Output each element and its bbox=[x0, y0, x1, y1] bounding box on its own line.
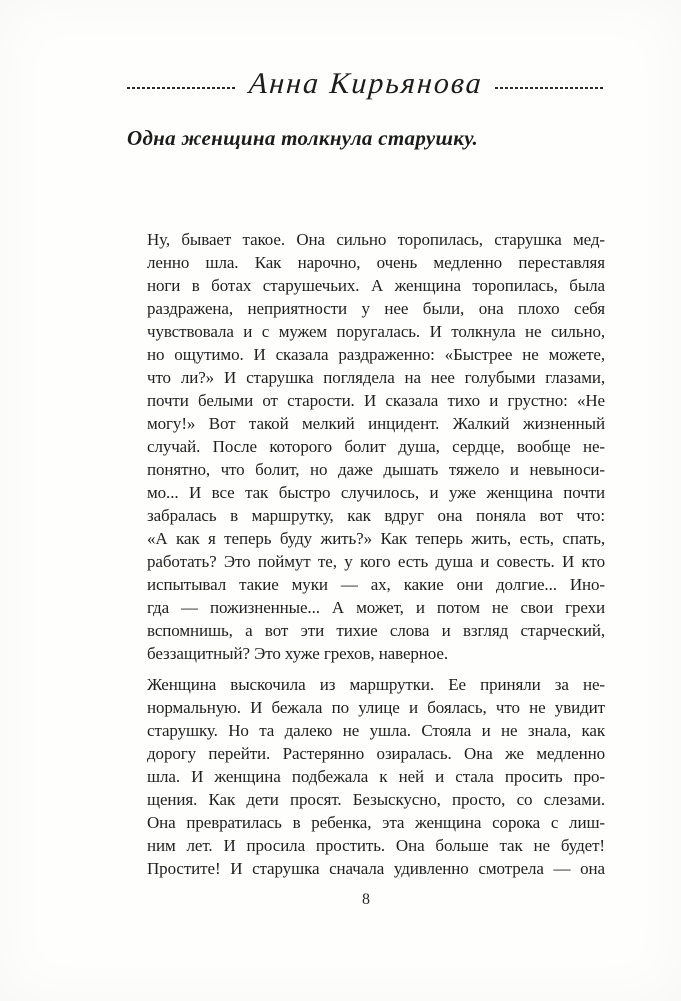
text-line: гда — пожизненные... А может, и потом не свои грехи bbox=[147, 598, 605, 617]
text-line: Ну, бывает такое. Она сильно торопилась, старушка мед- bbox=[147, 230, 605, 249]
page-footer bbox=[127, 891, 605, 909]
text-line: мо... И все так быстро случилось, и уже женщина почти bbox=[147, 483, 605, 502]
text-line: что ли?» И старушка поглядела на нее голубыми глазами, bbox=[147, 368, 605, 387]
text-line: забралась в маршрутку, как вдруг она поняла вот что: bbox=[147, 506, 605, 525]
paragraph bbox=[147, 673, 605, 880]
author-name: Анна Кирьянова bbox=[247, 67, 485, 100]
text-line: испытывал такие муки — ах, какие они долгие... Ино- bbox=[147, 575, 605, 594]
text-line: ленно шла. Как нарочно, очень медленно переставляя bbox=[147, 253, 605, 272]
text-line: щения. Как дети просят. Безыскусно, просто, со слезами. bbox=[147, 790, 605, 809]
text-line: ним лет. И просила простить. Она больше так не будет! bbox=[147, 836, 605, 855]
text-line: работать? Это поймут те, у кого есть душа и совесть. И кто bbox=[147, 552, 605, 571]
text-line: ноги в ботах старушечьих. А женщина торопилась, была bbox=[147, 276, 605, 295]
page-header bbox=[127, 60, 605, 108]
text-line: но ощутимо. И сказала раздраженно: «Быстрее не можете, bbox=[147, 345, 605, 364]
header-rule-right bbox=[495, 87, 605, 90]
text-line: шла. И женщина подбежала к ней и стала просить про- bbox=[147, 767, 605, 786]
text-line: почти белыми от старости. И сказала тихо и грустно: «Не bbox=[147, 391, 605, 410]
text-line: раздражена, неприятности у нее были, она плохо себя bbox=[147, 299, 605, 318]
text-line: «А как я теперь буду жить?» Как теперь жить, есть, спать, bbox=[147, 529, 605, 548]
header-rule-left bbox=[127, 87, 237, 90]
paragraph bbox=[147, 228, 605, 665]
text-line: могу!» Вот такой мелкий инцидент. Жалкий жизненный bbox=[147, 414, 605, 433]
text-line: понятно, что болит, но даже дышать тяжело и невыноси- bbox=[147, 460, 605, 479]
text-line: вспомнишь, а вот эти тихие слова и взгляд старческий, bbox=[147, 621, 605, 640]
text-line: нормальную. И бежала по улице и боялась, что не увидит bbox=[147, 698, 605, 717]
text-line: Женщина выскочила из маршрутки. Ее приняли за не- bbox=[147, 675, 605, 694]
body-text bbox=[147, 228, 605, 888]
text-line: Она превратилась в ребенка, эта женщина сорока с лиш- bbox=[147, 813, 605, 832]
text-line: чувствовала и с мужем поругалась. И толкнула не сильно, bbox=[147, 322, 605, 341]
page-number: 8 bbox=[362, 891, 370, 908]
text-line: случай. После которого болит душа, сердце, вообще не- bbox=[147, 437, 605, 456]
text-line: Простите! И старушка сначала удивленно смотрела — она bbox=[147, 859, 605, 878]
text-line: старушку. Но та далеко не ушла. Стояла и не знала, как bbox=[147, 721, 605, 740]
chapter-heading: Одна женщина толкнула старушку. bbox=[127, 126, 479, 150]
text-line: дорогу перейти. Растерянно озиралась. Она же медленно bbox=[147, 744, 605, 763]
text-line: беззащитный? Это хуже грехов, наверное. bbox=[147, 644, 449, 663]
